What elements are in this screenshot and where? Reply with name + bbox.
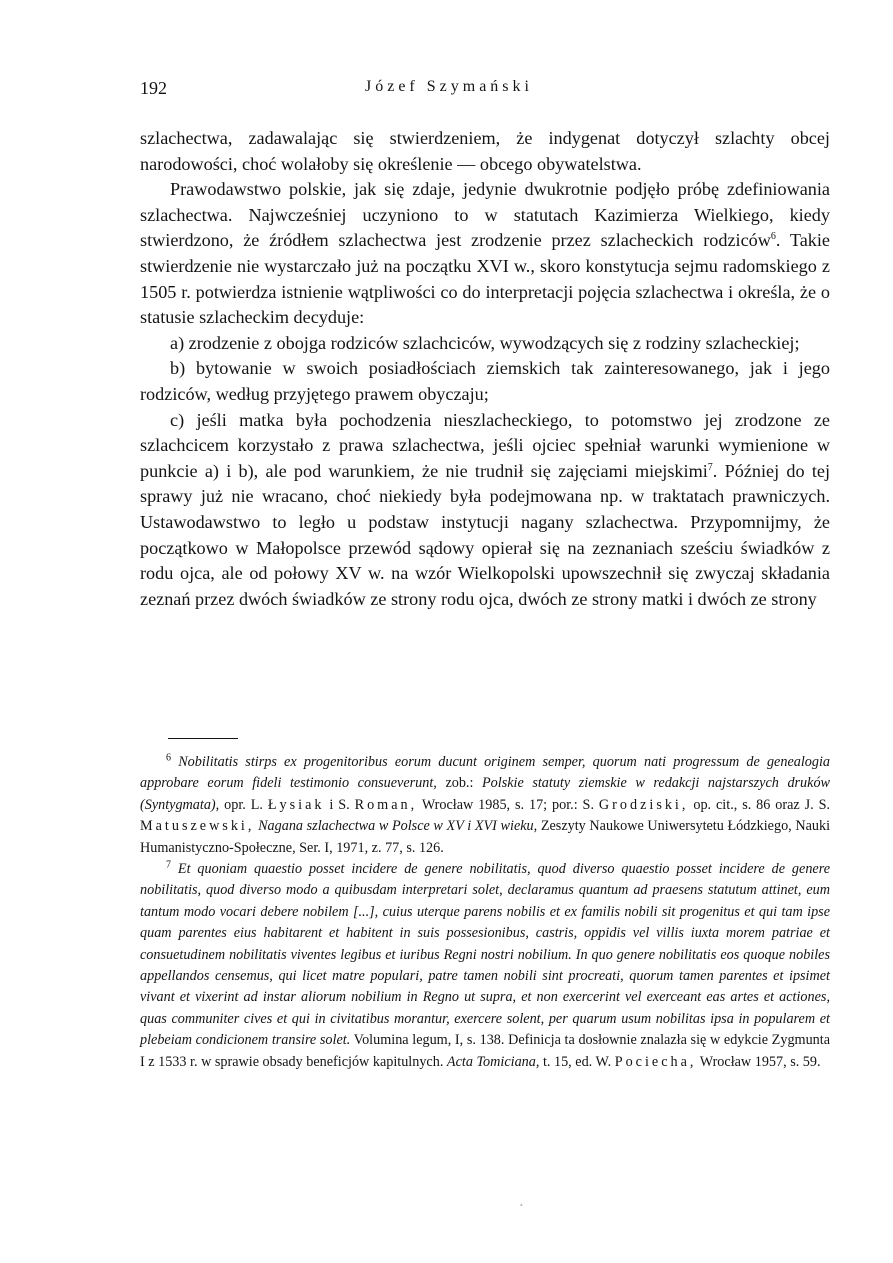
body-text: [140, 126, 830, 612]
footnote-ref-6: 6: [770, 231, 776, 243]
list-item-a: a) zrodzenie z obojga rodziców szlachciców, wywodzących się z rodziny szlacheckiej;: [170, 332, 800, 353]
footnote-ref-7: 7: [707, 461, 713, 473]
footnote-7: $^7$ Et quoniam quaestio posset incidere de genere nobilitatis, quod diverso quaestio posset incidere de genere nobilitatis, quod diverso modo a quibusdam interpretari solet, declaramus quantum ad praesens statutum attinet, eum tantum modo vocari debere nobilem [...], cuius uterque parens nobilis et ex familis nobili sit progenitus et qui tam ipse quam parentes eius habitarent et habitent in suis possesionibus, castris, oppidis vel villis iuxta morem patriae et consuetudinem nobilitatis viventes legibus et iuribus Regni nostri nobilium. In quo genere nobilitatis eos quoque nobiles appellandos censemus, qui licet matre populari, patre tamen nobili sint procreati, quorum tamen parentes et ipsimet vivant et vixerint ad instar aliorum nobilium in Regno ut supra, et non exercerint vel exerceant eas artes et actiones, quas communiter cives et qui in civitatibus morantur, exercere solent, per quarum usum nobilitas ipsa in popularem et plebeiam condicionem transire solet. Volumina legum, I, s. 138. Definicja ta dosłownie znalazła się w edykcie Zygmunta I z 1533 r. w sprawie obsady beneficjów kapitulnych. Acta Tomiciana, t. 15, ed. W. Pociecha, Wrocław 1957, s. 59.: [140, 859, 830, 1070]
running-head: Józef Szymański: [365, 78, 533, 95]
list-item-b: b) bytowanie w swoich posiadłościach ziemskich tak zainteresowanego, jak i jego rodziców, według przyjętego prawem obyczaju;: [140, 358, 830, 404]
footnote-6: $^6$ Nobilitatis stirps ex progenitoribus eorum ducunt originem semper, quorum nati progressum de genealogia approbare eorum fideli testimonio consueverunt, zob.: Polskie statuty ziemskie w redakcji najstarszych druków (Syntygmata), opr. L. Łysiak i S. Roman, Wrocław 1985, s. 17; por.: S. Grodziski, op. cit., s. 86 oraz J. S. Matuszewski, Nagana szlachectwa w Polsce w XV i XVI wieku, Zeszyty Naukowe Uniwersytetu Łódzkiego, Nauki Humanistyczno-Społeczne, Ser. I, 1971, z. 77, s. 126.: [140, 752, 831, 856]
page-number: 192: [140, 78, 167, 98]
scan-mark: ˛: [520, 1196, 524, 1207]
paragraph-2: Prawodawstwo polskie, jak się zdaje, jedynie dwukrotnie podjęło próbę zdefiniowania szlachectwa. Najwcześniej uczyniono to w statutach Kazimierza Wielkiego, kiedy stwierdzono, że źródłem szlachectwa jest zrodzenie przez szlacheckich rodziców$^6$. Takie stwierdzenie nie wystarczało już na początku XVI w., skoro konstytucja sejmu radomskiego z 1505 r. potwierdza istnienie wątpliwości co do interpretacji pojęcia szlachectwa i określa, że o statusie szlacheckim decyduje:: [140, 179, 830, 328]
page-header: [140, 78, 830, 102]
footnotes: [140, 752, 830, 1073]
paragraph-1: szlachectwa, zadawalając się stwierdzeniem, że indygenat dotyczył szlachty obcej narodowości, choć wolałoby się określenie — obcego obywatelstwa.: [140, 128, 830, 174]
list-item-c: c) jeśli matka była pochodzenia nieszlacheckiego, to potomstwo jej zrodzone ze szlachcicem korzystało z prawa szlachectwa, jeśli ojciec spełniał warunki wymienione w punkcie a) i b), ale pod warunkiem, że nie trudnił się zajęciami miejskimi$^7$. Później do tej sprawy już nie wracano, choć niekiedy była podejmowana np. w traktatach prawniczych. Ustawodawstwo to legło u podstaw instytucji nagany szlachectwa. Przypomnijmy, że początkowo w Małopolsce przewód sądowy opierał się na zeznaniach sześciu świadków z rodu ojca, ale od połowy XV w. na wzór Wielkopolski upowszechnił się zwyczaj składania zeznań przez dwóch świadków ze strony rodu ojca, dwóch ze strony matki i dwóch ze strony: [140, 409, 830, 609]
footnote-separator: [168, 738, 238, 739]
